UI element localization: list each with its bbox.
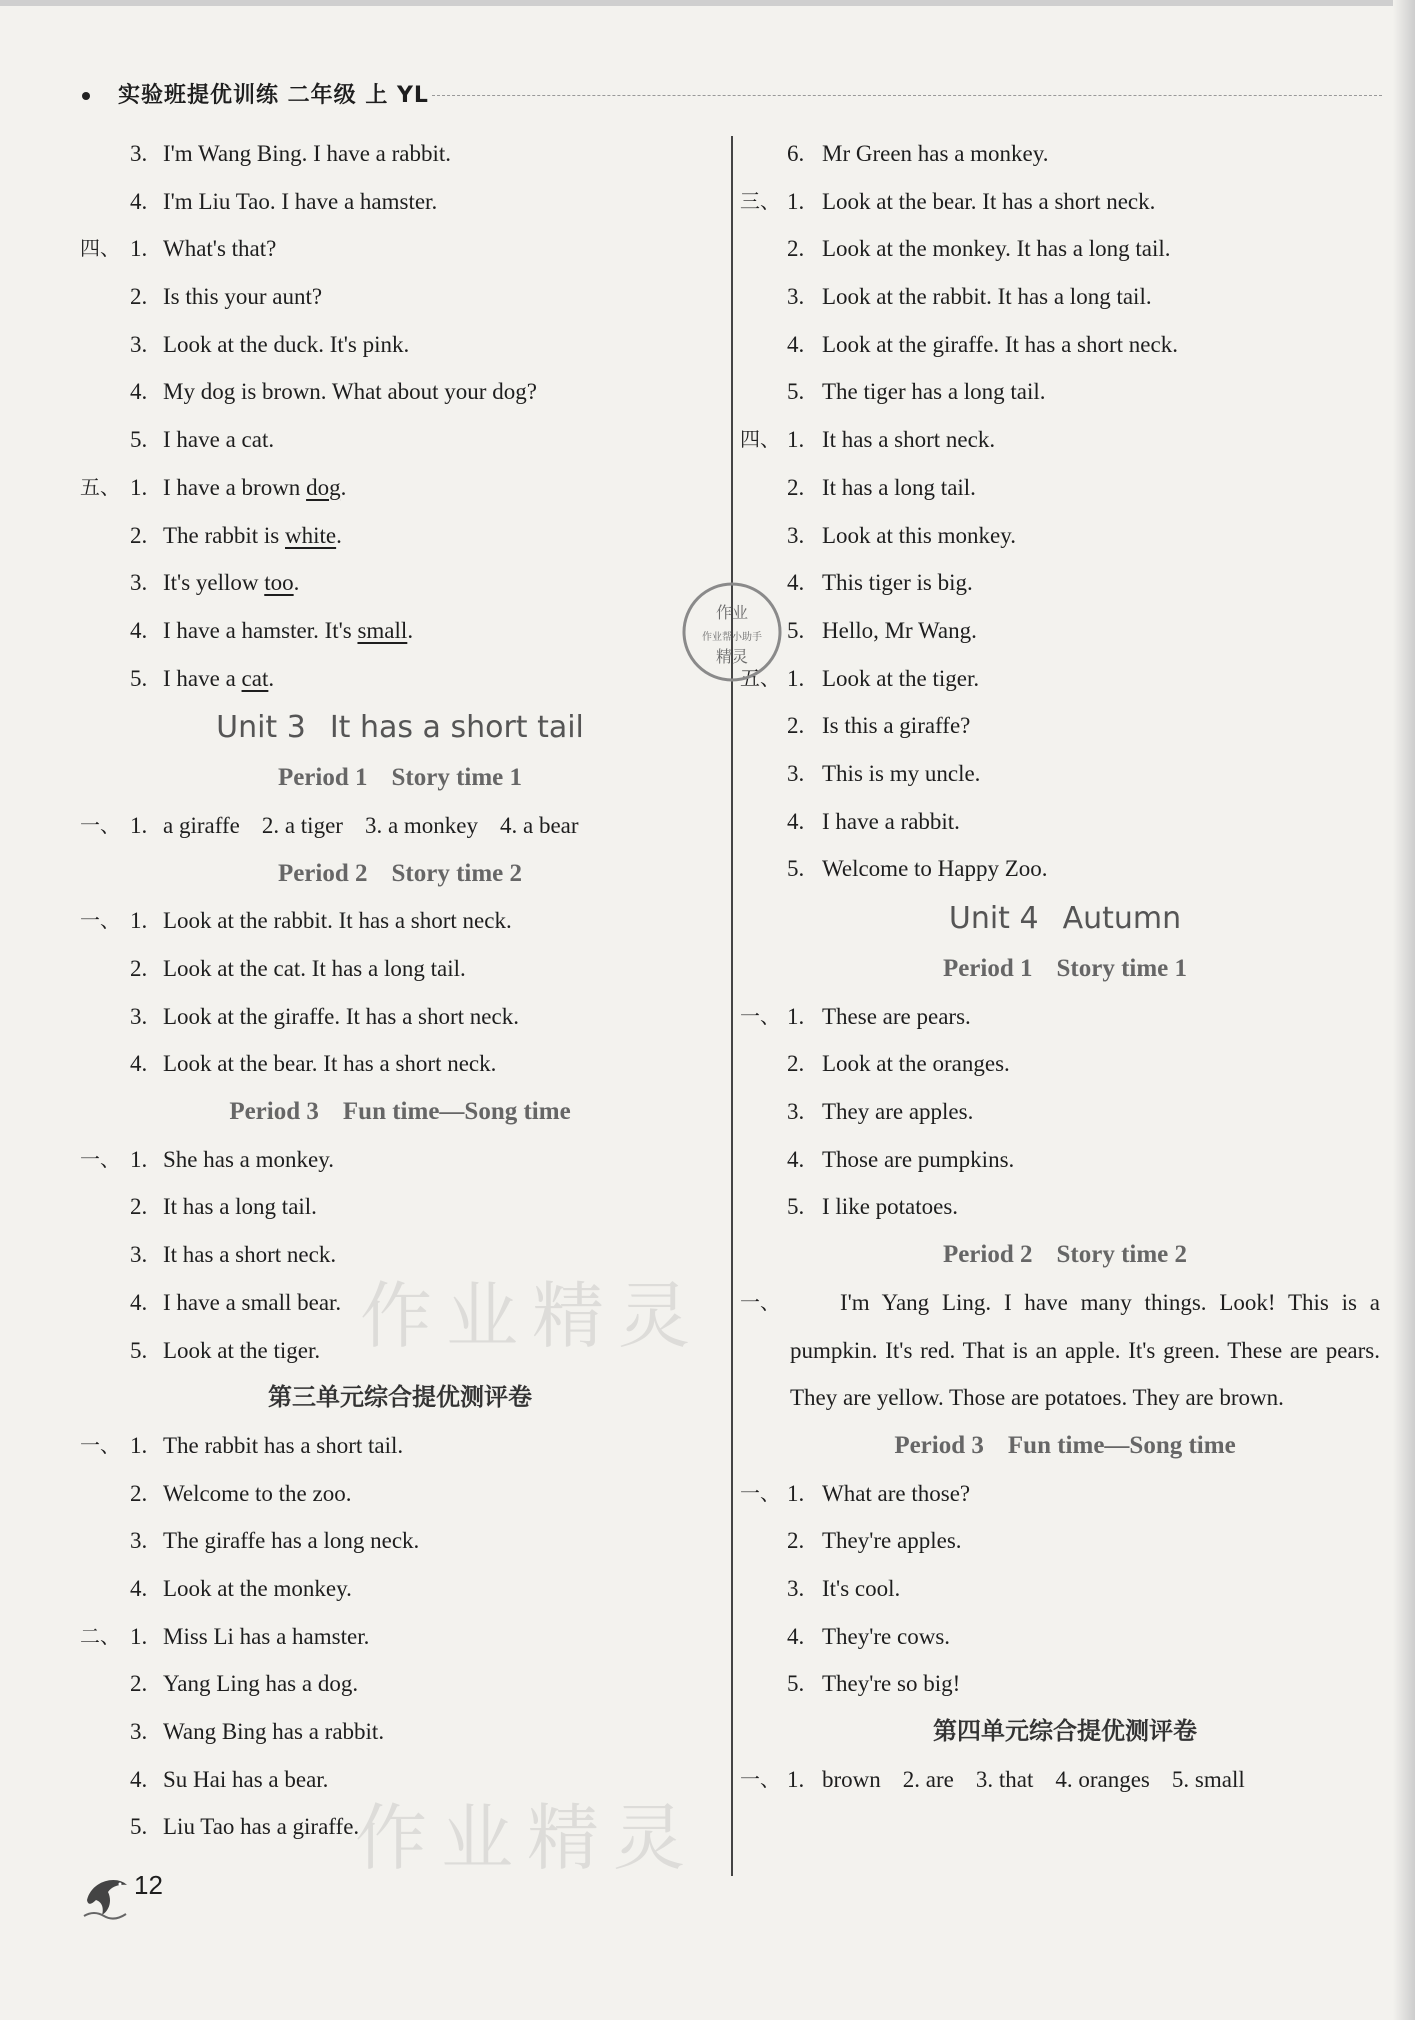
answer-line: 3. Look at the rabbit. It has a long tail.	[787, 284, 1152, 310]
answer-line: 2. Look at the monkey. It has a long tail.	[787, 236, 1171, 262]
answer-line: 5. The tiger has a long tail.	[787, 379, 1046, 405]
answer-line: 3. This is my uncle.	[787, 760, 981, 786]
answer-line: 3. They are apples.	[787, 1099, 974, 1125]
section-marker: 五、	[80, 474, 120, 499]
section-marker: 四、	[80, 236, 120, 261]
stamp-seal	[678, 578, 786, 686]
section-marker: 一、	[80, 1146, 120, 1171]
answer-line: 一、 1. Look at the rabbit. It has a short neck.	[80, 897, 720, 945]
answer-line: 3. Look at this monkey.	[787, 522, 1016, 548]
section-marker: 一、	[80, 812, 120, 837]
answer-line: 5. I like potatoes.	[787, 1194, 959, 1220]
answer-line: 4. Look at the giraffe. It has a short neck.	[787, 331, 1178, 357]
watermark-text: 作业精灵	[355, 1796, 700, 1880]
test-heading: 第三单元综合提优测评卷	[268, 1383, 532, 1412]
section-marker: 二、	[80, 1623, 120, 1648]
answer-line: 5. Welcome to Happy Zoo.	[787, 856, 1048, 882]
answer-line: 6. Mr Green has a monkey.	[787, 141, 1049, 166]
page-binding-shadow	[1393, 0, 1415, 2020]
stamp-line: 作业	[715, 603, 749, 622]
section-marker: 一、	[740, 1766, 780, 1791]
period-heading: Period 2 Story time 2	[277, 859, 523, 887]
page-number: 12	[134, 1870, 163, 1900]
answer-line: 一、 1. brown 2. are 3. that 4. oranges 5. small	[740, 1756, 1390, 1804]
answer-line: 5. I have a cat.	[130, 427, 275, 453]
underlined-word: small	[357, 617, 408, 643]
answer-line: 4. Look at the bear. It has a short neck.	[130, 1051, 497, 1077]
unit-heading: Unit 3 It has a short tail	[216, 710, 584, 746]
answer-line: 2. Is this a giraffe?	[787, 713, 971, 739]
period-heading: Period 1 Story time 1	[942, 955, 1188, 982]
answer-line: 2. The rabbit is white.	[130, 522, 342, 548]
answer-line: 2. Look at the oranges.	[787, 1051, 1010, 1077]
answer-line: 4. My dog is brown. What about your dog?	[130, 379, 537, 405]
answer-line: 四、 1. It has a short neck.	[740, 416, 1390, 464]
bullet-icon	[82, 92, 90, 100]
answer-line: 一、 1. a giraffe 2. a tiger 3. a monkey 4. a bear	[80, 802, 720, 850]
answer-line: 3. The giraffe has a long neck.	[130, 1528, 420, 1554]
answer-line: 一、 1. What are those?	[740, 1470, 1390, 1518]
answer-line: 2. They're apples.	[787, 1528, 962, 1554]
answer-line: 4. I'm Liu Tao. I have a hamster.	[130, 188, 438, 214]
answer-line: 5. Liu Tao has a giraffe.	[130, 1814, 360, 1840]
section-marker: 四、	[740, 427, 780, 452]
answer-line: 4. Su Hai has a bear.	[130, 1766, 329, 1792]
test-heading: 第四单元综合提优测评卷	[933, 1717, 1197, 1746]
answer-line: 五、 1. I have a brown dog.	[80, 464, 720, 512]
underlined-word: cat	[241, 665, 269, 691]
answer-line: 4. They're cows.	[787, 1623, 951, 1649]
answer-line: 5. They're so big!	[787, 1671, 961, 1697]
section-marker: 一、	[80, 908, 120, 933]
section-marker: 一、	[740, 1289, 780, 1314]
unit-heading: Unit 4 Autumn	[948, 901, 1182, 936]
answer-line: 3. It's yellow too.	[130, 570, 300, 596]
answer-line: 4. I have a rabbit.	[787, 808, 960, 834]
paragraph-text: I'm Yang Ling. I have many things. Look! This is a pumpkin. It's red. That is an apple. It's green. These are pears. They are yellow. Those are potatoes. They are brown.	[790, 1289, 1380, 1411]
answer-line: 4. I have a hamster. It's small.	[130, 617, 414, 643]
answer-line: 五、 1. Look at the tiger.	[740, 655, 1390, 703]
answer-line: 3. I'm Wang Bing. I have a rabbit.	[130, 141, 452, 166]
answer-line: 4. I have a small bear.	[130, 1289, 342, 1315]
answer-line: 3. It has a short neck.	[130, 1242, 337, 1268]
answer-line: 四、 1. What's that?	[80, 225, 720, 273]
section-marker: 五、	[740, 665, 780, 690]
stamp-line: 精灵	[715, 647, 749, 666]
answer-line: 2. It has a long tail.	[787, 474, 976, 500]
answer-line: 3. Look at the duck. It's pink.	[130, 331, 410, 357]
dolphin-logo-icon	[82, 1870, 132, 1920]
underlined-word: dog	[306, 474, 341, 500]
answer-line: 3. Look at the giraffe. It has a short neck.	[130, 1003, 519, 1029]
period-heading: Period 2 Story time 2	[942, 1241, 1188, 1269]
period-heading: Period 3 Fun time—Song time	[229, 1098, 571, 1126]
page-header	[82, 78, 1382, 112]
section-marker: 一、	[740, 1480, 780, 1505]
answer-line: 5. Hello, Mr Wang.	[787, 617, 977, 643]
answer-paragraph	[740, 1279, 1390, 1422]
left-column	[80, 130, 720, 1851]
answer-line: 4. Look at the monkey.	[130, 1575, 352, 1601]
answer-line: 2. Welcome to the zoo.	[130, 1480, 352, 1506]
column-divider	[731, 136, 733, 1876]
right-column	[740, 130, 1390, 1803]
answer-line: 二、 1. Miss Li has a hamster.	[80, 1613, 720, 1661]
period-heading: Period 3 Fun time—Song time	[894, 1431, 1236, 1459]
section-marker: 三、	[740, 188, 780, 213]
answer-line: 5. I have a cat.	[130, 665, 275, 691]
period-heading: Period 1 Story time 1	[277, 764, 523, 792]
section-marker: 一、	[80, 1432, 120, 1457]
underlined-word: white	[285, 522, 337, 548]
watermark-text: 作业精灵	[360, 1274, 705, 1358]
answer-line: 一、 1. She has a monkey.	[80, 1136, 720, 1184]
answer-line: 一、 1. These are pears.	[740, 993, 1390, 1041]
answer-line: 3. Wang Bing has a rabbit.	[130, 1719, 385, 1744]
answer-line: 3. It's cool.	[787, 1575, 901, 1601]
answer-line: 三、 1. Look at the bear. It has a short neck.	[740, 178, 1390, 226]
header-rule	[432, 95, 1382, 96]
page-top-edge	[0, 0, 1415, 6]
answer-line: 2. Look at the cat. It has a long tail.	[130, 956, 466, 981]
underlined-word: too	[264, 570, 294, 596]
stamp-line: 作业帮小助手	[702, 632, 762, 643]
section-marker: 一、	[740, 1003, 780, 1028]
page-footer	[82, 1860, 202, 1920]
answer-line: 2. Yang Ling has a dog.	[130, 1671, 359, 1697]
answer-line: 4. Those are pumpkins.	[787, 1146, 1015, 1172]
answer-line: 2. Is this your aunt?	[130, 284, 323, 310]
header-title: 实验班提优训练 二年级 上 YL	[118, 83, 429, 108]
answer-line: 4. This tiger is big.	[787, 570, 973, 596]
answer-line: 5. Look at the tiger.	[130, 1337, 321, 1363]
answer-line: 2. It has a long tail.	[130, 1194, 317, 1220]
answer-line: 一、 1. The rabbit has a short tail.	[80, 1422, 720, 1470]
